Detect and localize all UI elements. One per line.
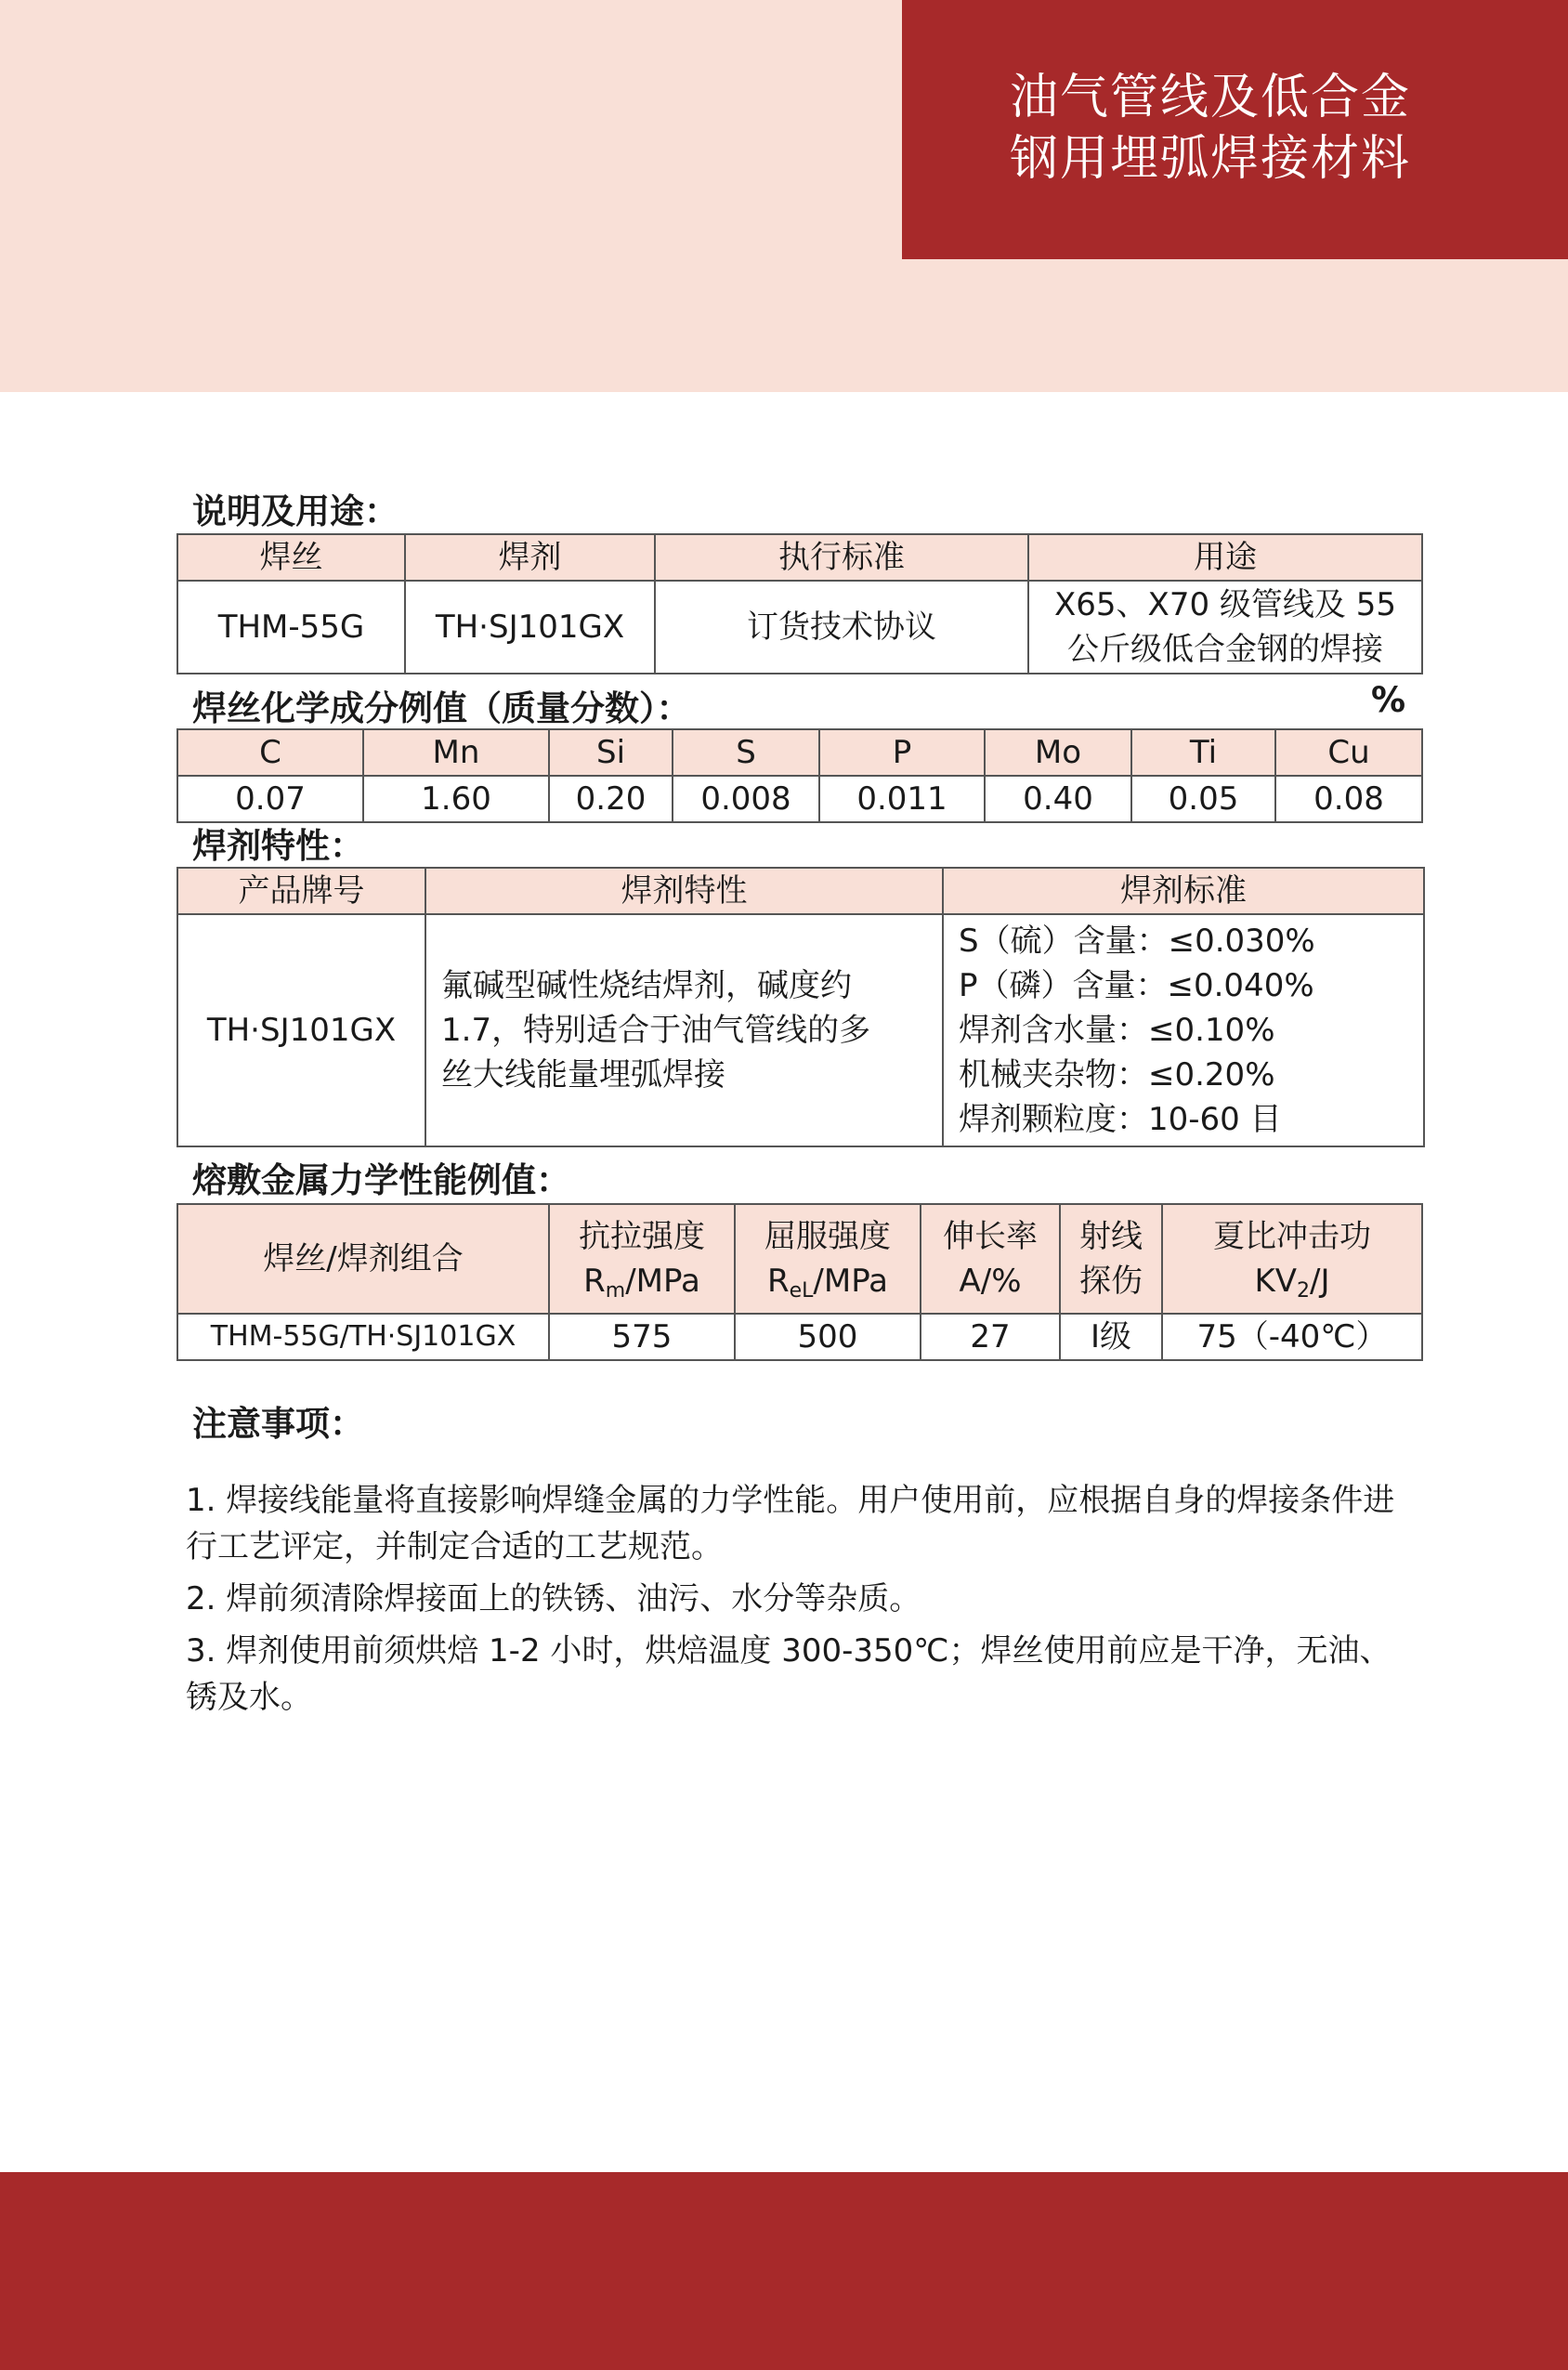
cell-product: TH·SJ101GX bbox=[177, 914, 425, 1146]
title-line-2: 钢用埋弧焊接材料 bbox=[1010, 131, 1412, 187]
cell-property bbox=[425, 914, 943, 1146]
note-item: 1. 焊接线能量将直接影响焊缝金属的力学性能。用户使用前，应根据自身的焊接条件进行工艺评定，并制定合适的工艺规范。 bbox=[186, 1482, 1395, 1565]
col-xray-line-2: 探伤 bbox=[1079, 1263, 1143, 1300]
col-tensile-unit-line bbox=[555, 1259, 728, 1303]
cell-impact: 75（-40℃） bbox=[1162, 1314, 1422, 1360]
element-header: S bbox=[673, 729, 819, 776]
element-value: 0.20 bbox=[549, 776, 673, 822]
chemistry-heading: 焊丝化学成分例值（质量分数）： bbox=[192, 688, 691, 728]
col-impact-sub: 2 bbox=[1297, 1279, 1311, 1303]
note-item: 3. 焊剂使用前须烘焙 1-2 小时，烘焙温度 300-350℃；焊丝使用前应是干净，无油、锈及水。 bbox=[186, 1632, 1392, 1716]
col-product: 产品牌号 bbox=[177, 868, 425, 914]
col-tensile-r: R bbox=[583, 1263, 606, 1300]
cell-yield: 500 bbox=[735, 1314, 921, 1360]
col-combo: 焊丝/焊剂组合 bbox=[177, 1204, 549, 1314]
col-wire: 焊丝 bbox=[177, 534, 405, 581]
element-header: P bbox=[819, 729, 985, 776]
notes-list bbox=[186, 1477, 1412, 1726]
element-value: 1.60 bbox=[363, 776, 549, 822]
col-elongation-label: 伸长率 bbox=[943, 1218, 1038, 1255]
cell-flux-standard bbox=[943, 914, 1424, 1146]
col-impact bbox=[1162, 1204, 1422, 1314]
cell-elongation: 27 bbox=[921, 1314, 1060, 1360]
cell-standard: 订货技术协议 bbox=[655, 581, 1028, 674]
standard-line: P（磷）含量：≤0.040% bbox=[959, 967, 1314, 1004]
element-value: 0.011 bbox=[819, 776, 985, 822]
cell-tensile: 575 bbox=[549, 1314, 735, 1360]
cell-use-line-1: X65、X70 级管线及 55 bbox=[1054, 586, 1396, 623]
standard-line: 焊剂颗粒度：10-60 目 bbox=[959, 1101, 1282, 1138]
notes-heading: 注意事项： bbox=[192, 1404, 364, 1444]
element-header: Ti bbox=[1131, 729, 1275, 776]
col-tensile-label: 抗拉强度 bbox=[579, 1218, 705, 1255]
mechanical-heading: 熔敷金属力学性能例值： bbox=[192, 1160, 570, 1200]
col-xray-line-1: 射线 bbox=[1079, 1218, 1143, 1255]
col-elongation-unit: A/% bbox=[959, 1263, 1022, 1300]
standard-line: S（硫）含量：≤0.030% bbox=[959, 923, 1315, 960]
col-tensile-unit: /MPa bbox=[625, 1263, 700, 1300]
property-line: 氟碱型碱性烧结焊剂，碱度约 bbox=[441, 967, 852, 1004]
usage-table bbox=[176, 533, 1423, 674]
chemistry-unit: % bbox=[1371, 680, 1406, 720]
col-tensile-sub: m bbox=[605, 1279, 626, 1303]
usage-heading: 说明及用途： bbox=[192, 491, 399, 531]
col-flux: 焊剂 bbox=[405, 534, 655, 581]
cell-use bbox=[1028, 581, 1422, 674]
standard-line: 机械夹杂物：≤0.20% bbox=[959, 1056, 1275, 1093]
col-elongation bbox=[921, 1204, 1060, 1314]
col-yield-unit: /MPa bbox=[813, 1263, 889, 1300]
element-header: Mo bbox=[985, 729, 1131, 776]
property-line: 1.7，特别适合于油气管线的多 bbox=[441, 1012, 871, 1049]
note-item: 2. 焊前须清除焊接面上的铁锈、油污、水分等杂质。 bbox=[186, 1580, 921, 1617]
standard-line: 焊剂含水量：≤0.10% bbox=[959, 1012, 1275, 1049]
cell-use-line-2: 公斤级低合金钢的焊接 bbox=[1067, 631, 1383, 668]
col-use: 用途 bbox=[1028, 534, 1422, 581]
mechanical-table bbox=[176, 1203, 1423, 1361]
col-property: 焊剂特性 bbox=[425, 868, 943, 914]
flux-heading: 焊剂特性： bbox=[192, 826, 364, 866]
cell-combo: THM-55G/TH·SJ101GX bbox=[177, 1314, 549, 1360]
col-impact-unit: /J bbox=[1310, 1263, 1330, 1300]
element-header: Si bbox=[549, 729, 673, 776]
col-yield-label: 屈服强度 bbox=[764, 1218, 891, 1255]
element-value: 0.05 bbox=[1131, 776, 1275, 822]
element-header: C bbox=[177, 729, 363, 776]
col-xray bbox=[1060, 1204, 1162, 1314]
cell-xray: Ⅰ级 bbox=[1060, 1314, 1162, 1360]
col-tensile bbox=[549, 1204, 735, 1314]
property-line: 丝大线能量埋弧焊接 bbox=[441, 1056, 725, 1093]
col-impact-kv: KV bbox=[1254, 1263, 1298, 1300]
flux-table bbox=[176, 867, 1425, 1147]
chemistry-table bbox=[176, 728, 1423, 823]
element-value: 0.07 bbox=[177, 776, 363, 822]
col-yield-r: R bbox=[766, 1263, 790, 1300]
bottom-band bbox=[0, 2172, 1568, 2370]
element-header: Cu bbox=[1275, 729, 1422, 776]
col-yield bbox=[735, 1204, 921, 1314]
title-line-1: 油气管线及低合金 bbox=[1010, 70, 1412, 125]
col-impact-label: 夏比冲击功 bbox=[1213, 1218, 1371, 1255]
col-yield-unit-line bbox=[741, 1259, 914, 1303]
element-value: 0.008 bbox=[673, 776, 819, 822]
col-flux-standard: 焊剂标准 bbox=[943, 868, 1424, 914]
cell-wire: THM-55G bbox=[177, 581, 405, 674]
col-yield-sub: eL bbox=[789, 1279, 814, 1303]
col-impact-unit-line bbox=[1169, 1259, 1416, 1303]
cell-flux: TH·SJ101GX bbox=[405, 581, 655, 674]
element-value: 0.08 bbox=[1275, 776, 1422, 822]
title-box bbox=[902, 0, 1568, 259]
col-standard: 执行标准 bbox=[655, 534, 1028, 581]
element-value: 0.40 bbox=[985, 776, 1131, 822]
element-header: Mn bbox=[363, 729, 549, 776]
